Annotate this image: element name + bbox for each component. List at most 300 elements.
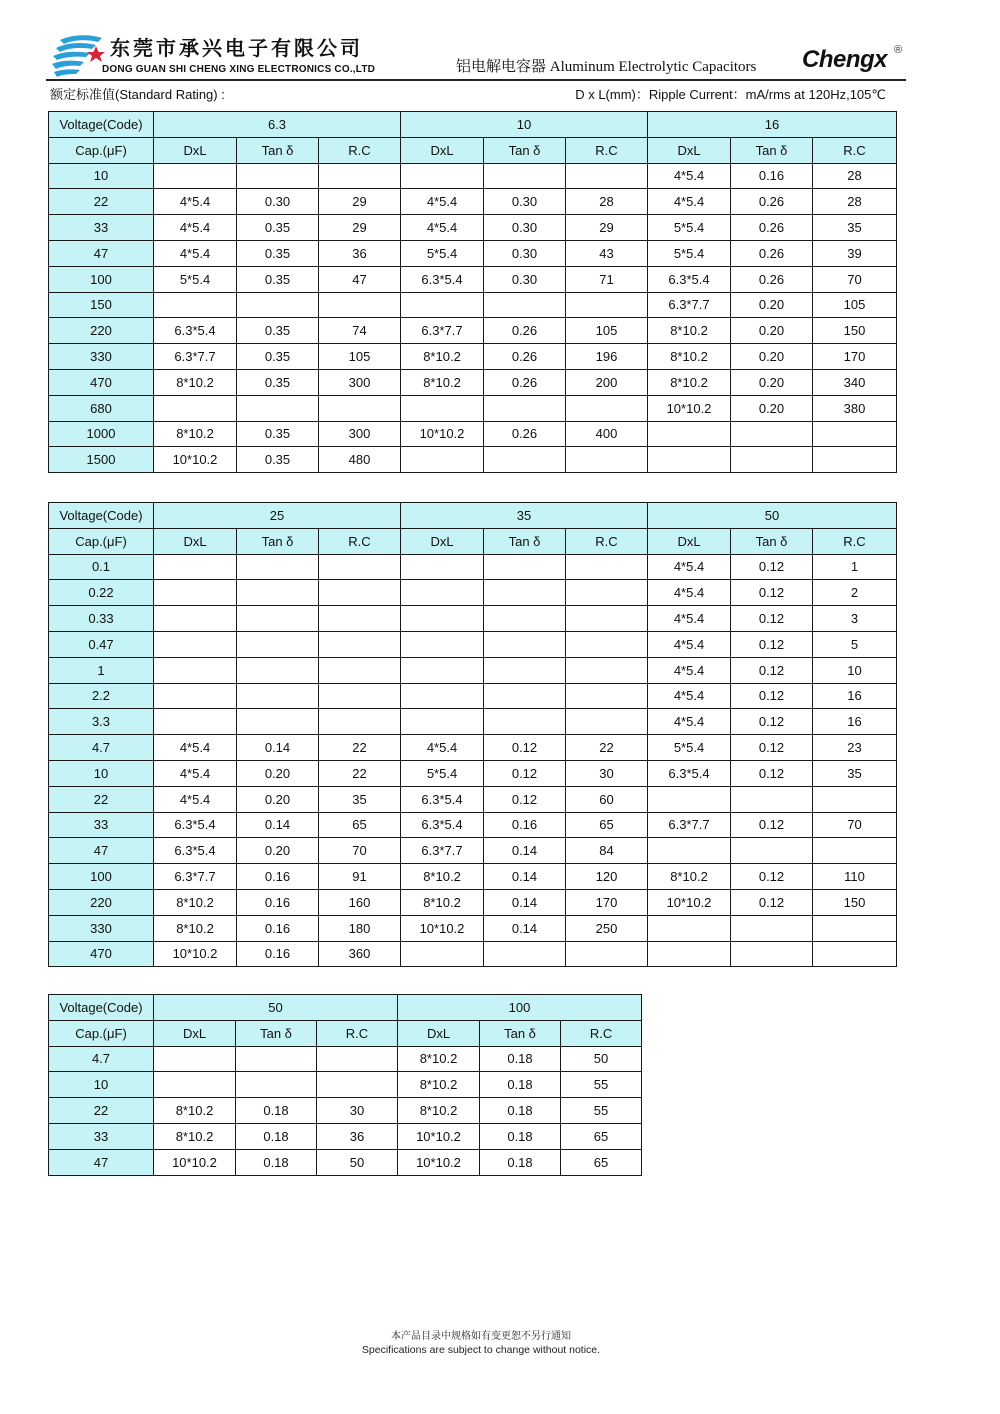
value-cell: 10*10.2 [401, 915, 484, 941]
value-cell [731, 786, 813, 812]
value-cell: 0.26 [484, 318, 566, 344]
value-cell [319, 554, 401, 580]
table-row [49, 1098, 642, 1124]
column-header: R.C [813, 528, 897, 554]
value-cell [401, 292, 484, 318]
value-cell: 0.12 [484, 760, 566, 786]
value-cell [731, 915, 813, 941]
value-cell [566, 941, 648, 967]
column-header: Tan δ [237, 137, 319, 163]
table-row [49, 189, 897, 215]
value-cell: 5*5.4 [401, 760, 484, 786]
value-cell [319, 683, 401, 709]
value-cell [731, 838, 813, 864]
capacitance-cell: 2.2 [49, 683, 154, 709]
value-cell: 0.14 [237, 735, 319, 761]
value-cell: 70 [813, 812, 897, 838]
value-cell: 0.35 [237, 447, 319, 473]
voltage-label: Voltage(Code) [49, 995, 154, 1021]
value-cell: 10*10.2 [154, 941, 237, 967]
value-cell: 16 [813, 683, 897, 709]
value-cell [566, 554, 648, 580]
value-cell [317, 1072, 398, 1098]
page-header [46, 28, 906, 82]
standard-rating-label: 额定标准值(Standard Rating) : [50, 87, 225, 102]
value-cell: 71 [566, 266, 648, 292]
column-header: DxL [398, 1020, 480, 1046]
value-cell: 0.14 [484, 864, 566, 890]
value-cell [154, 580, 237, 606]
value-cell: 6.3*7.7 [401, 838, 484, 864]
value-cell: 4*5.4 [648, 554, 731, 580]
value-cell: 0.20 [731, 395, 813, 421]
value-cell [319, 606, 401, 632]
value-cell: 10*10.2 [398, 1123, 480, 1149]
value-cell: 0.30 [237, 189, 319, 215]
value-cell [401, 580, 484, 606]
capacitance-cell: 3.3 [49, 709, 154, 735]
value-cell: 0.20 [237, 760, 319, 786]
value-cell: 0.12 [731, 657, 813, 683]
column-header: Tan δ [236, 1020, 317, 1046]
company-name-cn: 东莞市承兴电子有限公司 [110, 36, 363, 60]
value-cell: 0.16 [237, 941, 319, 967]
value-cell: 0.14 [484, 838, 566, 864]
value-cell: 4*5.4 [648, 657, 731, 683]
value-cell [484, 163, 566, 189]
value-cell: 0.30 [484, 215, 566, 241]
value-cell: 0.12 [731, 864, 813, 890]
column-header: Tan δ [731, 137, 813, 163]
capacitance-cell: 100 [49, 864, 154, 890]
value-cell: 8*10.2 [401, 889, 484, 915]
value-cell: 340 [813, 369, 897, 395]
value-cell: 4*5.4 [154, 735, 237, 761]
value-cell [401, 941, 484, 967]
column-header: R.C [317, 1020, 398, 1046]
value-cell [154, 554, 237, 580]
value-cell: 0.30 [484, 240, 566, 266]
value-cell [237, 631, 319, 657]
table-row [49, 266, 897, 292]
capacitance-cell: 4.7 [49, 1046, 154, 1072]
value-cell: 8*10.2 [398, 1098, 480, 1124]
value-cell: 0.35 [237, 240, 319, 266]
value-cell: 0.18 [236, 1098, 317, 1124]
column-header: Tan δ [480, 1020, 561, 1046]
value-cell: 8*10.2 [648, 369, 731, 395]
value-cell: 4*5.4 [401, 189, 484, 215]
column-header: Tan δ [484, 137, 566, 163]
value-cell: 84 [566, 838, 648, 864]
value-cell: 8*10.2 [401, 369, 484, 395]
capacitance-cell: 22 [49, 786, 154, 812]
column-header: DxL [648, 137, 731, 163]
value-cell: 0.16 [484, 812, 566, 838]
value-cell [484, 657, 566, 683]
table-row [49, 554, 897, 580]
value-cell: 4*5.4 [154, 760, 237, 786]
capacitance-cell: 47 [49, 240, 154, 266]
value-cell: 5*5.4 [648, 240, 731, 266]
value-cell: 0.26 [731, 189, 813, 215]
value-cell: 8*10.2 [154, 1123, 236, 1149]
value-cell: 170 [813, 344, 897, 370]
value-cell [484, 292, 566, 318]
value-cell: 30 [317, 1098, 398, 1124]
table-row [49, 292, 897, 318]
capacitance-cell: 470 [49, 941, 154, 967]
table-row [49, 786, 897, 812]
value-cell: 55 [561, 1098, 642, 1124]
value-cell: 0.20 [237, 838, 319, 864]
value-cell [731, 447, 813, 473]
value-cell: 65 [566, 812, 648, 838]
value-cell [731, 941, 813, 967]
value-cell: 29 [319, 189, 401, 215]
value-cell: 0.20 [237, 786, 319, 812]
value-cell [154, 395, 237, 421]
value-cell: 10*10.2 [648, 395, 731, 421]
value-cell: 65 [561, 1149, 642, 1175]
table-row [49, 941, 897, 967]
value-cell: 180 [319, 915, 401, 941]
capacitance-cell: 0.33 [49, 606, 154, 632]
value-cell: 0.35 [237, 421, 319, 447]
value-cell: 35 [813, 760, 897, 786]
registered-mark: ® [894, 44, 903, 56]
table-row [49, 631, 897, 657]
value-cell: 0.30 [484, 266, 566, 292]
value-cell: 8*10.2 [398, 1046, 480, 1072]
value-cell [401, 447, 484, 473]
value-cell: 6.3*7.7 [648, 812, 731, 838]
value-cell [648, 447, 731, 473]
value-cell: 29 [319, 215, 401, 241]
value-cell: 74 [319, 318, 401, 344]
value-cell [484, 683, 566, 709]
value-cell: 0.18 [480, 1072, 561, 1098]
table-row [49, 760, 897, 786]
capacitance-cell: 0.22 [49, 580, 154, 606]
value-cell [484, 606, 566, 632]
table-row [49, 163, 897, 189]
value-cell: 0.18 [480, 1098, 561, 1124]
value-cell: 5*5.4 [154, 266, 237, 292]
value-cell: 22 [566, 735, 648, 761]
voltage-header-row [49, 503, 897, 529]
column-header: R.C [319, 137, 401, 163]
table-row [49, 1072, 642, 1098]
voltage-value: 25 [154, 503, 401, 529]
rating-table-6v3-16v [48, 111, 897, 473]
value-cell: 400 [566, 421, 648, 447]
value-cell: 105 [319, 344, 401, 370]
value-cell [237, 395, 319, 421]
value-cell: 8*10.2 [648, 864, 731, 890]
value-cell [154, 292, 237, 318]
value-cell: 6.3*7.7 [154, 864, 237, 890]
value-cell: 4*5.4 [401, 215, 484, 241]
value-cell: 150 [813, 889, 897, 915]
value-cell: 0.18 [236, 1123, 317, 1149]
value-cell: 0.16 [237, 864, 319, 890]
value-cell: 0.35 [237, 369, 319, 395]
table-row [49, 838, 897, 864]
table-row [49, 580, 897, 606]
column-header: DxL [648, 528, 731, 554]
value-cell: 0.12 [484, 735, 566, 761]
value-cell [319, 709, 401, 735]
value-cell: 0.26 [484, 344, 566, 370]
value-cell [566, 709, 648, 735]
value-cell [401, 683, 484, 709]
value-cell: 0.20 [731, 369, 813, 395]
value-cell [237, 657, 319, 683]
value-cell [237, 292, 319, 318]
column-header: R.C [319, 528, 401, 554]
capacitance-cell: 680 [49, 395, 154, 421]
value-cell: 8*10.2 [154, 369, 237, 395]
value-cell: 5*5.4 [401, 240, 484, 266]
value-cell [813, 786, 897, 812]
value-cell: 6.3*5.4 [154, 838, 237, 864]
value-cell: 0.14 [237, 812, 319, 838]
capacitance-cell: 22 [49, 189, 154, 215]
capacitance-cell: 1500 [49, 447, 154, 473]
value-cell [154, 683, 237, 709]
value-cell [401, 606, 484, 632]
value-cell [319, 163, 401, 189]
value-cell [237, 683, 319, 709]
footer-notice-cn: 本产品目录中规格如有变更恕不另行通知 [391, 1331, 571, 1342]
table-row [49, 1046, 642, 1072]
value-cell [319, 580, 401, 606]
value-cell [319, 631, 401, 657]
capacitance-label: Cap.(μF) [49, 137, 154, 163]
column-header: Tan δ [237, 528, 319, 554]
value-cell: 0.12 [731, 709, 813, 735]
value-cell: 0.14 [484, 915, 566, 941]
capacitance-cell: 22 [49, 1098, 154, 1124]
value-cell [648, 915, 731, 941]
value-cell: 360 [319, 941, 401, 967]
table-row [49, 240, 897, 266]
value-cell [401, 163, 484, 189]
rating-table-50v-100v [48, 994, 642, 1176]
value-cell: 4*5.4 [648, 606, 731, 632]
value-cell: 22 [319, 760, 401, 786]
value-cell: 5 [813, 631, 897, 657]
value-cell: 1 [813, 554, 897, 580]
value-cell: 8*10.2 [154, 889, 237, 915]
value-cell: 10*10.2 [154, 447, 237, 473]
value-cell: 23 [813, 735, 897, 761]
value-cell [566, 580, 648, 606]
value-cell [401, 709, 484, 735]
value-cell: 480 [319, 447, 401, 473]
value-cell: 36 [319, 240, 401, 266]
value-cell: 6.3*7.7 [648, 292, 731, 318]
value-cell [648, 421, 731, 447]
value-cell [154, 163, 237, 189]
value-cell [401, 631, 484, 657]
value-cell: 0.12 [731, 735, 813, 761]
value-cell: 0.26 [484, 421, 566, 447]
capacitance-cell: 10 [49, 163, 154, 189]
value-cell: 0.30 [484, 189, 566, 215]
column-header: DxL [401, 528, 484, 554]
value-cell [237, 709, 319, 735]
value-cell: 6.3*5.4 [648, 266, 731, 292]
value-cell: 6.3*5.4 [401, 266, 484, 292]
voltage-value: 35 [401, 503, 648, 529]
value-cell [566, 683, 648, 709]
value-cell: 8*10.2 [154, 1098, 236, 1124]
value-cell: 36 [317, 1123, 398, 1149]
column-header: DxL [154, 1020, 236, 1046]
value-cell: 60 [566, 786, 648, 812]
value-cell: 6.3*5.4 [648, 760, 731, 786]
value-cell [484, 395, 566, 421]
value-cell: 0.16 [237, 889, 319, 915]
value-cell [484, 580, 566, 606]
value-cell: 8*10.2 [648, 318, 731, 344]
column-header: R.C [566, 137, 648, 163]
voltage-value: 6.3 [154, 112, 401, 138]
voltage-label: Voltage(Code) [49, 112, 154, 138]
value-cell [154, 709, 237, 735]
value-cell: 4*5.4 [648, 163, 731, 189]
footer-notice-en: Specifications are subject to change without notice. [361, 1344, 601, 1356]
value-cell [319, 657, 401, 683]
value-cell: 2 [813, 580, 897, 606]
value-cell: 50 [561, 1046, 642, 1072]
value-cell: 160 [319, 889, 401, 915]
value-cell: 47 [319, 266, 401, 292]
voltage-value: 50 [154, 995, 398, 1021]
value-cell [566, 163, 648, 189]
capacitance-cell: 33 [49, 215, 154, 241]
capacitance-cell: 150 [49, 292, 154, 318]
value-cell: 0.18 [480, 1149, 561, 1175]
value-cell: 29 [566, 215, 648, 241]
capacitance-cell: 100 [49, 266, 154, 292]
value-cell: 0.12 [731, 889, 813, 915]
value-cell: 300 [319, 369, 401, 395]
value-cell: 6.3*7.7 [401, 318, 484, 344]
value-cell: 0.18 [236, 1149, 317, 1175]
value-cell: 0.14 [484, 889, 566, 915]
table-row [49, 709, 897, 735]
value-cell: 5*5.4 [648, 735, 731, 761]
voltage-header-row [49, 112, 897, 138]
value-cell: 4*5.4 [648, 683, 731, 709]
value-cell: 0.12 [731, 760, 813, 786]
value-cell [731, 421, 813, 447]
value-cell [154, 1072, 236, 1098]
value-cell [566, 292, 648, 318]
column-header: DxL [401, 137, 484, 163]
value-cell: 30 [566, 760, 648, 786]
value-cell: 0.18 [480, 1046, 561, 1072]
value-cell: 10*10.2 [648, 889, 731, 915]
value-cell: 0.12 [731, 631, 813, 657]
company-logo-icon [50, 32, 106, 78]
company-name-en: DONG GUAN SHI CHENG XING ELECTRONICS CO.,LTD [102, 64, 376, 75]
value-cell [237, 554, 319, 580]
value-cell: 8*10.2 [398, 1072, 480, 1098]
column-header: R.C [566, 528, 648, 554]
value-cell: 50 [317, 1149, 398, 1175]
value-cell [648, 838, 731, 864]
table-row [49, 657, 897, 683]
capacitance-cell: 0.1 [49, 554, 154, 580]
value-cell [154, 1046, 236, 1072]
capacitance-cell: 220 [49, 889, 154, 915]
value-cell [154, 657, 237, 683]
capacitance-cell: 10 [49, 1072, 154, 1098]
value-cell [484, 709, 566, 735]
value-cell: 4*5.4 [648, 709, 731, 735]
value-cell [813, 915, 897, 941]
value-cell: 0.12 [731, 812, 813, 838]
capacitance-cell: 33 [49, 812, 154, 838]
column-header-row [49, 137, 897, 163]
value-cell: 0.20 [731, 292, 813, 318]
column-header: DxL [154, 137, 237, 163]
document-title: 铝电解电容器 Aluminum Electrolytic Capacitors [456, 59, 757, 75]
table-row [49, 735, 897, 761]
brand-logo: Chengx [802, 46, 888, 73]
value-cell: 22 [319, 735, 401, 761]
value-cell: 43 [566, 240, 648, 266]
value-cell: 300 [319, 421, 401, 447]
column-header: R.C [561, 1020, 642, 1046]
value-cell: 0.12 [484, 786, 566, 812]
capacitance-cell: 47 [49, 1149, 154, 1175]
capacitance-cell: 10 [49, 760, 154, 786]
value-cell: 105 [566, 318, 648, 344]
value-cell: 28 [566, 189, 648, 215]
value-cell: 110 [813, 864, 897, 890]
value-cell: 150 [813, 318, 897, 344]
value-cell: 10 [813, 657, 897, 683]
capacitance-cell: 1000 [49, 421, 154, 447]
value-cell: 35 [319, 786, 401, 812]
value-cell [566, 631, 648, 657]
value-cell: 10*10.2 [154, 1149, 236, 1175]
value-cell: 0.16 [237, 915, 319, 941]
value-cell [648, 941, 731, 967]
value-cell: 0.20 [731, 344, 813, 370]
value-cell: 8*10.2 [154, 915, 237, 941]
table-row [49, 915, 897, 941]
value-cell: 5*5.4 [648, 215, 731, 241]
value-cell: 0.18 [480, 1123, 561, 1149]
table-row [49, 369, 897, 395]
capacitance-cell: 470 [49, 369, 154, 395]
value-cell: 35 [813, 215, 897, 241]
voltage-value: 100 [398, 995, 642, 1021]
value-cell: 120 [566, 864, 648, 890]
value-cell: 0.12 [731, 580, 813, 606]
value-cell [236, 1072, 317, 1098]
value-cell: 8*10.2 [401, 864, 484, 890]
value-cell: 4*5.4 [154, 215, 237, 241]
table-row [49, 215, 897, 241]
value-cell: 4*5.4 [648, 631, 731, 657]
